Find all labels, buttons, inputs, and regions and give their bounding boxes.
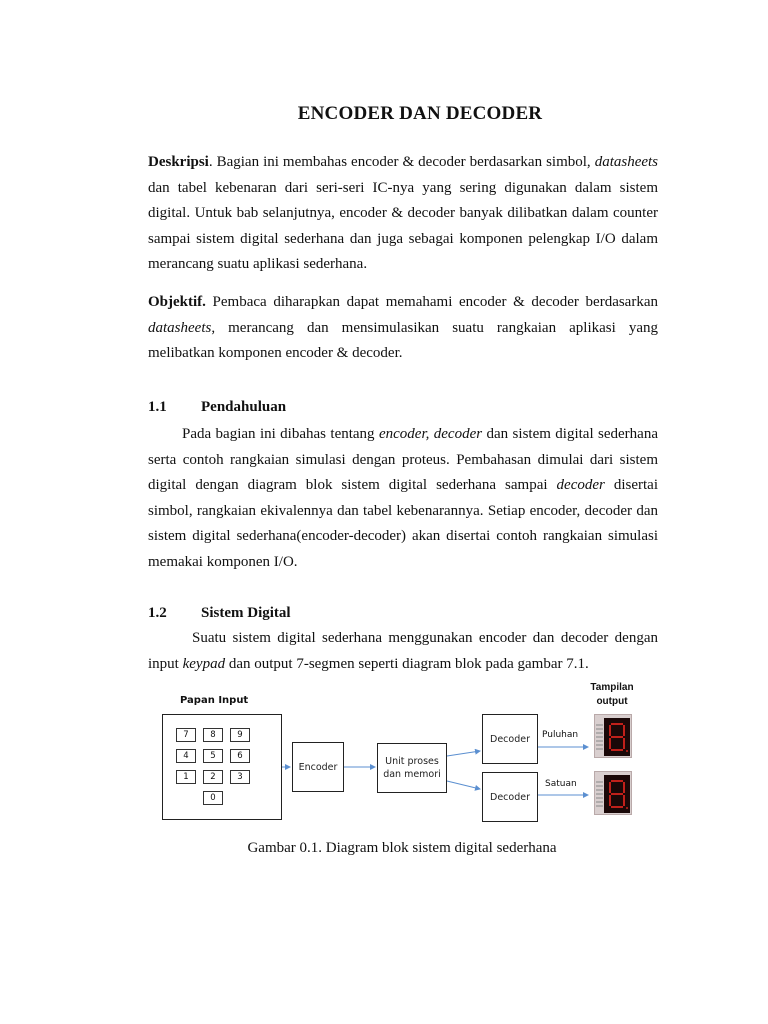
deskripsi-label: Deskripsi: [148, 154, 209, 170]
unit-proses-box: [377, 743, 447, 793]
section-1-1-number: 1.1: [148, 399, 167, 415]
seven-segment-digit-puluhan: [595, 715, 633, 759]
tampilan-line1: Tampilan: [590, 682, 634, 693]
section-1-2-number: 1.2: [148, 605, 167, 621]
objektif-text-a: Pembaca diharapkan dapat memahami encoder & decoder berdasarkan: [205, 294, 658, 310]
key-9: 9: [230, 728, 250, 742]
unit-proses-line1: Unit proses: [385, 756, 439, 767]
key-2: 2: [203, 770, 223, 784]
deskripsi-text-a: . Bagian ini membahas encoder & decoder berdasarkan simbol,: [208, 154, 591, 170]
decoder-bottom-box: Decoder: [482, 772, 538, 822]
arrow-unit-to-decoder-top: [447, 751, 480, 756]
objektif-italic: datasheets: [148, 319, 212, 336]
sistem-digital-text-b: dan output 7-segmen seperti diagram blok pada gambar 7.1.: [225, 655, 589, 672]
tampilan-line2: output: [596, 696, 628, 707]
seven-segment-puluhan: [594, 714, 632, 758]
pendahuluan-text-b: dan sistem digital sederhana serta contoh rangkaian simulasi dengan proteus. Pembahasan dimulai dari sistem digital dengan diagram blok sistem digital sederhana sampai: [148, 426, 658, 493]
unit-proses-line2: dan memori: [383, 769, 441, 780]
decoder-top-box: Decoder: [482, 714, 538, 764]
section-1-2-heading: [148, 605, 291, 622]
satuan-label: Satuan: [545, 779, 577, 789]
deskripsi-text-b: dan tabel kebenaran dari seri-seri IC-nya yang sering digunakan dalam sistem digital. Untuk bab selanjutnya, encoder & decoder banyak dilibatkan dalam counter sampai sistem digital sederhana dan juga sebagai komponen pelengkap I/O dalam merancang suatu aplikasi sederhana.: [148, 179, 658, 272]
section-1-1-title: Pendahuluan: [201, 399, 287, 415]
section-1-2-title: Sistem Digital: [201, 605, 291, 621]
deskripsi-paragraph: [148, 150, 658, 278]
key-7: 7: [176, 728, 196, 742]
section-1-1-heading: [148, 399, 286, 416]
tampilan-output-title: [582, 681, 642, 709]
arrow-unit-to-decoder-bottom: [447, 781, 480, 789]
key-0: 0: [203, 791, 223, 805]
key-5: 5: [203, 749, 223, 763]
sistem-digital-paragraph: [148, 626, 658, 677]
page-title: ENCODER DAN DECODER: [297, 103, 543, 124]
sistem-digital-italic: keypad: [182, 655, 226, 672]
pendahuluan-text-c: disertai simbol, rangkaian ekivalennya dan tabel kebenarannya. Setiap encoder, decoder dan sistem digital sederhana(encoder-decoder) akan disertai contoh rangkaian simulasi memakai komponen I/O.: [148, 477, 658, 570]
objektif-text-b: , merancang dan mensimulasikan suatu rangkaian aplikasi yang melibatkan komponen encoder & decoder.: [148, 319, 658, 361]
seven-segment-satuan: [594, 771, 632, 815]
key-3: 3: [230, 770, 250, 784]
puluhan-label: Puluhan: [542, 730, 579, 740]
key-4: 4: [176, 749, 196, 763]
pendahuluan-paragraph: [148, 422, 658, 575]
papan-input-title: Papan Input: [180, 695, 249, 706]
sistem-digital-text-a: Suatu sistem digital sederhana menggunakan encoder dan decoder dengan input: [148, 630, 658, 672]
pendahuluan-italic-a: encoder, decoder: [378, 426, 483, 442]
deskripsi-italic: datasheets: [594, 154, 659, 170]
objektif-paragraph: [148, 290, 658, 367]
pendahuluan-italic-b: decoder: [556, 477, 605, 493]
figure-caption: Gambar 0.1. Diagram blok sistem digital sederhana: [247, 840, 557, 856]
key-8: 8: [203, 728, 223, 742]
pendahuluan-text-a: Pada bagian ini dibahas tentang: [182, 426, 379, 442]
key-6: 6: [230, 749, 250, 763]
seven-segment-digit-satuan: [595, 772, 633, 816]
block-diagram: [148, 678, 658, 828]
key-1: 1: [176, 770, 196, 784]
encoder-box: Encoder: [292, 742, 344, 792]
objektif-label: Objektif.: [148, 294, 206, 310]
